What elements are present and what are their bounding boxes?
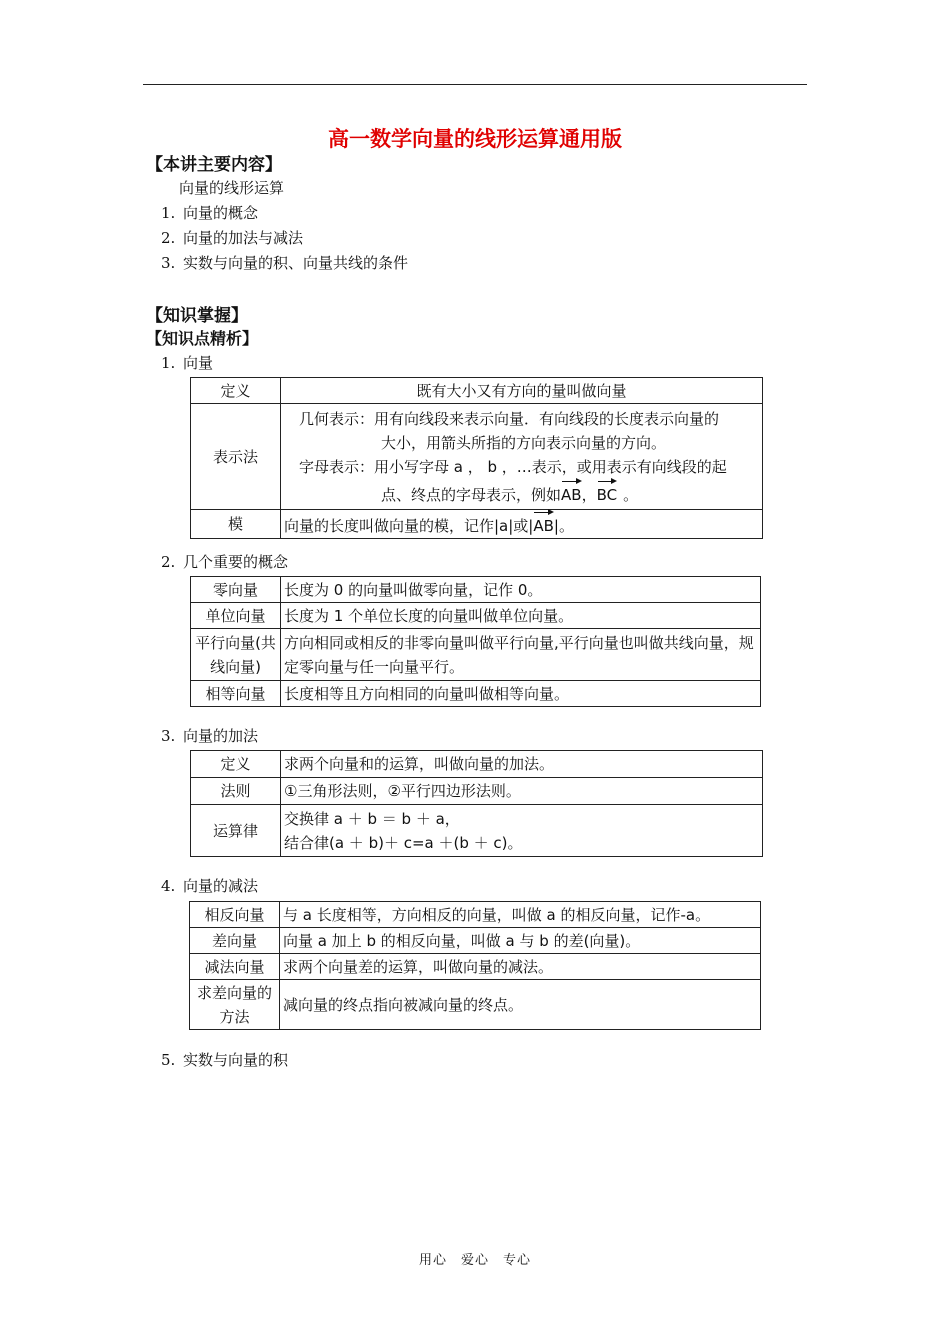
section-title bbox=[161, 352, 213, 373]
table-key: 平行向量(共线向量) bbox=[191, 629, 281, 681]
knowledge-heading: 【知识掌握】 bbox=[146, 306, 248, 326]
table-key: 表示法 bbox=[191, 404, 281, 510]
section-title bbox=[161, 551, 288, 572]
table-key: 相等向量 bbox=[191, 681, 281, 707]
table-value: 既有大小又有方向的量叫做向量 bbox=[281, 378, 763, 404]
list-item bbox=[161, 202, 258, 223]
table-key: 相反向量 bbox=[190, 902, 280, 928]
list-item bbox=[161, 227, 303, 248]
table-value: 方向相同或相反的非零向量叫做平行向量,平行向量也叫做共线向量，规定零向量与任一向量平行。 bbox=[281, 629, 761, 681]
table-key: 法则 bbox=[191, 778, 281, 805]
table-value: ①三角形法则，②平行四边形法则。 bbox=[281, 778, 763, 805]
header-rule bbox=[143, 84, 807, 85]
table-value: 向量 a 加上 b 的相反向量，叫做 a 与 b 的差(向量)。 bbox=[280, 928, 761, 954]
knowledge-subheading: 【知识点精析】 bbox=[146, 329, 259, 348]
table-key: 定义 bbox=[191, 378, 281, 404]
document-title: 高一数学向量的线形运算通用版 bbox=[328, 127, 622, 151]
table-key: 减法向量 bbox=[190, 954, 280, 980]
table-value: 长度为 0 的向量叫做零向量，记作 0。 bbox=[281, 577, 761, 603]
law-line2: 结合律(a ＋ b)＋ c=a ＋(b ＋ c)。 bbox=[284, 833, 523, 852]
mod-text-end: |。 bbox=[553, 517, 574, 535]
list-text: 向量的加法与减法 bbox=[183, 229, 304, 247]
comma: ， bbox=[581, 485, 597, 504]
table-key: 运算律 bbox=[191, 805, 281, 857]
section-title bbox=[161, 1049, 288, 1070]
table-value: 长度相等且方向相同的向量叫做相等向量。 bbox=[281, 681, 761, 707]
table-key: 单位向量 bbox=[191, 603, 281, 629]
list-number: 3. bbox=[161, 254, 176, 272]
table-key: 模 bbox=[191, 510, 281, 539]
repr-alpha-text: 点、终点的字母表示，例如 bbox=[381, 485, 562, 504]
vector-bc: BC bbox=[597, 479, 618, 507]
concepts-table bbox=[190, 576, 761, 707]
section-text: 几个重要的概念 bbox=[183, 553, 289, 571]
vector-table bbox=[190, 377, 763, 539]
table-value: 求两个向量差的运算，叫做向量的减法。 bbox=[280, 954, 761, 980]
mod-text: 向量的长度叫做向量的模，记作|a|或| bbox=[284, 517, 534, 535]
table-value: 与 a 长度相等，方向相反的向量，叫做 a 的相反向量，记作-a。 bbox=[280, 902, 761, 928]
list-number: 2. bbox=[161, 229, 176, 247]
section-number: 3. bbox=[161, 727, 176, 745]
table-key: 求差向量的方法 bbox=[190, 980, 280, 1030]
section-number: 5. bbox=[161, 1051, 176, 1069]
list-text: 向量的概念 bbox=[183, 204, 259, 222]
section-title bbox=[161, 875, 258, 896]
main-content-heading: 【本讲主要内容】 bbox=[146, 155, 282, 175]
list-text: 实数与向量的积、向量共线的条件 bbox=[183, 254, 409, 272]
repr-geo-line2: 大小，用箭头所指的方向表示向量的方向。 bbox=[381, 433, 667, 452]
section-text: 实数与向量的积 bbox=[183, 1051, 289, 1069]
table-value bbox=[281, 510, 763, 539]
table-value: 长度为 1 个单位长度的向量叫做单位向量。 bbox=[281, 603, 761, 629]
vector-ab: AB bbox=[561, 479, 582, 507]
repr-alpha-line2 bbox=[299, 479, 759, 507]
section-text: 向量 bbox=[183, 354, 214, 372]
table-value: 减向量的终点指向被减向量的终点。 bbox=[280, 980, 761, 1030]
vector-ab: AB bbox=[533, 510, 554, 538]
section-title bbox=[161, 725, 258, 746]
table-key: 差向量 bbox=[190, 928, 280, 954]
section-text: 向量的减法 bbox=[183, 877, 259, 895]
page-footer: 用心 爱心 专心 bbox=[418, 1253, 531, 1268]
subtraction-table bbox=[189, 901, 761, 1030]
list-number: 1. bbox=[161, 204, 176, 222]
list-item bbox=[161, 252, 408, 273]
table-value bbox=[281, 404, 763, 510]
repr-alpha-line1: 字母表示：用小写字母 a ， b ，…表示，或用表示有向线段的起 bbox=[299, 457, 727, 476]
main-topic: 向量的线形运算 bbox=[179, 179, 285, 197]
repr-geo-line1: 几何表示：用有向线段来表示向量．有向线段的长度表示向量的 bbox=[299, 409, 720, 428]
section-number: 1. bbox=[161, 354, 176, 372]
section-number: 2. bbox=[161, 553, 176, 571]
table-value bbox=[281, 805, 763, 857]
law-line1: 交换律 a ＋ b ＝ b ＋ a， bbox=[284, 809, 460, 828]
section-number: 4. bbox=[161, 877, 176, 895]
table-key: 定义 bbox=[191, 751, 281, 778]
period: 。 bbox=[623, 485, 639, 504]
section-text: 向量的加法 bbox=[183, 727, 259, 745]
addition-table bbox=[190, 750, 763, 857]
table-key: 零向量 bbox=[191, 577, 281, 603]
table-value: 求两个向量和的运算，叫做向量的加法。 bbox=[281, 751, 763, 778]
